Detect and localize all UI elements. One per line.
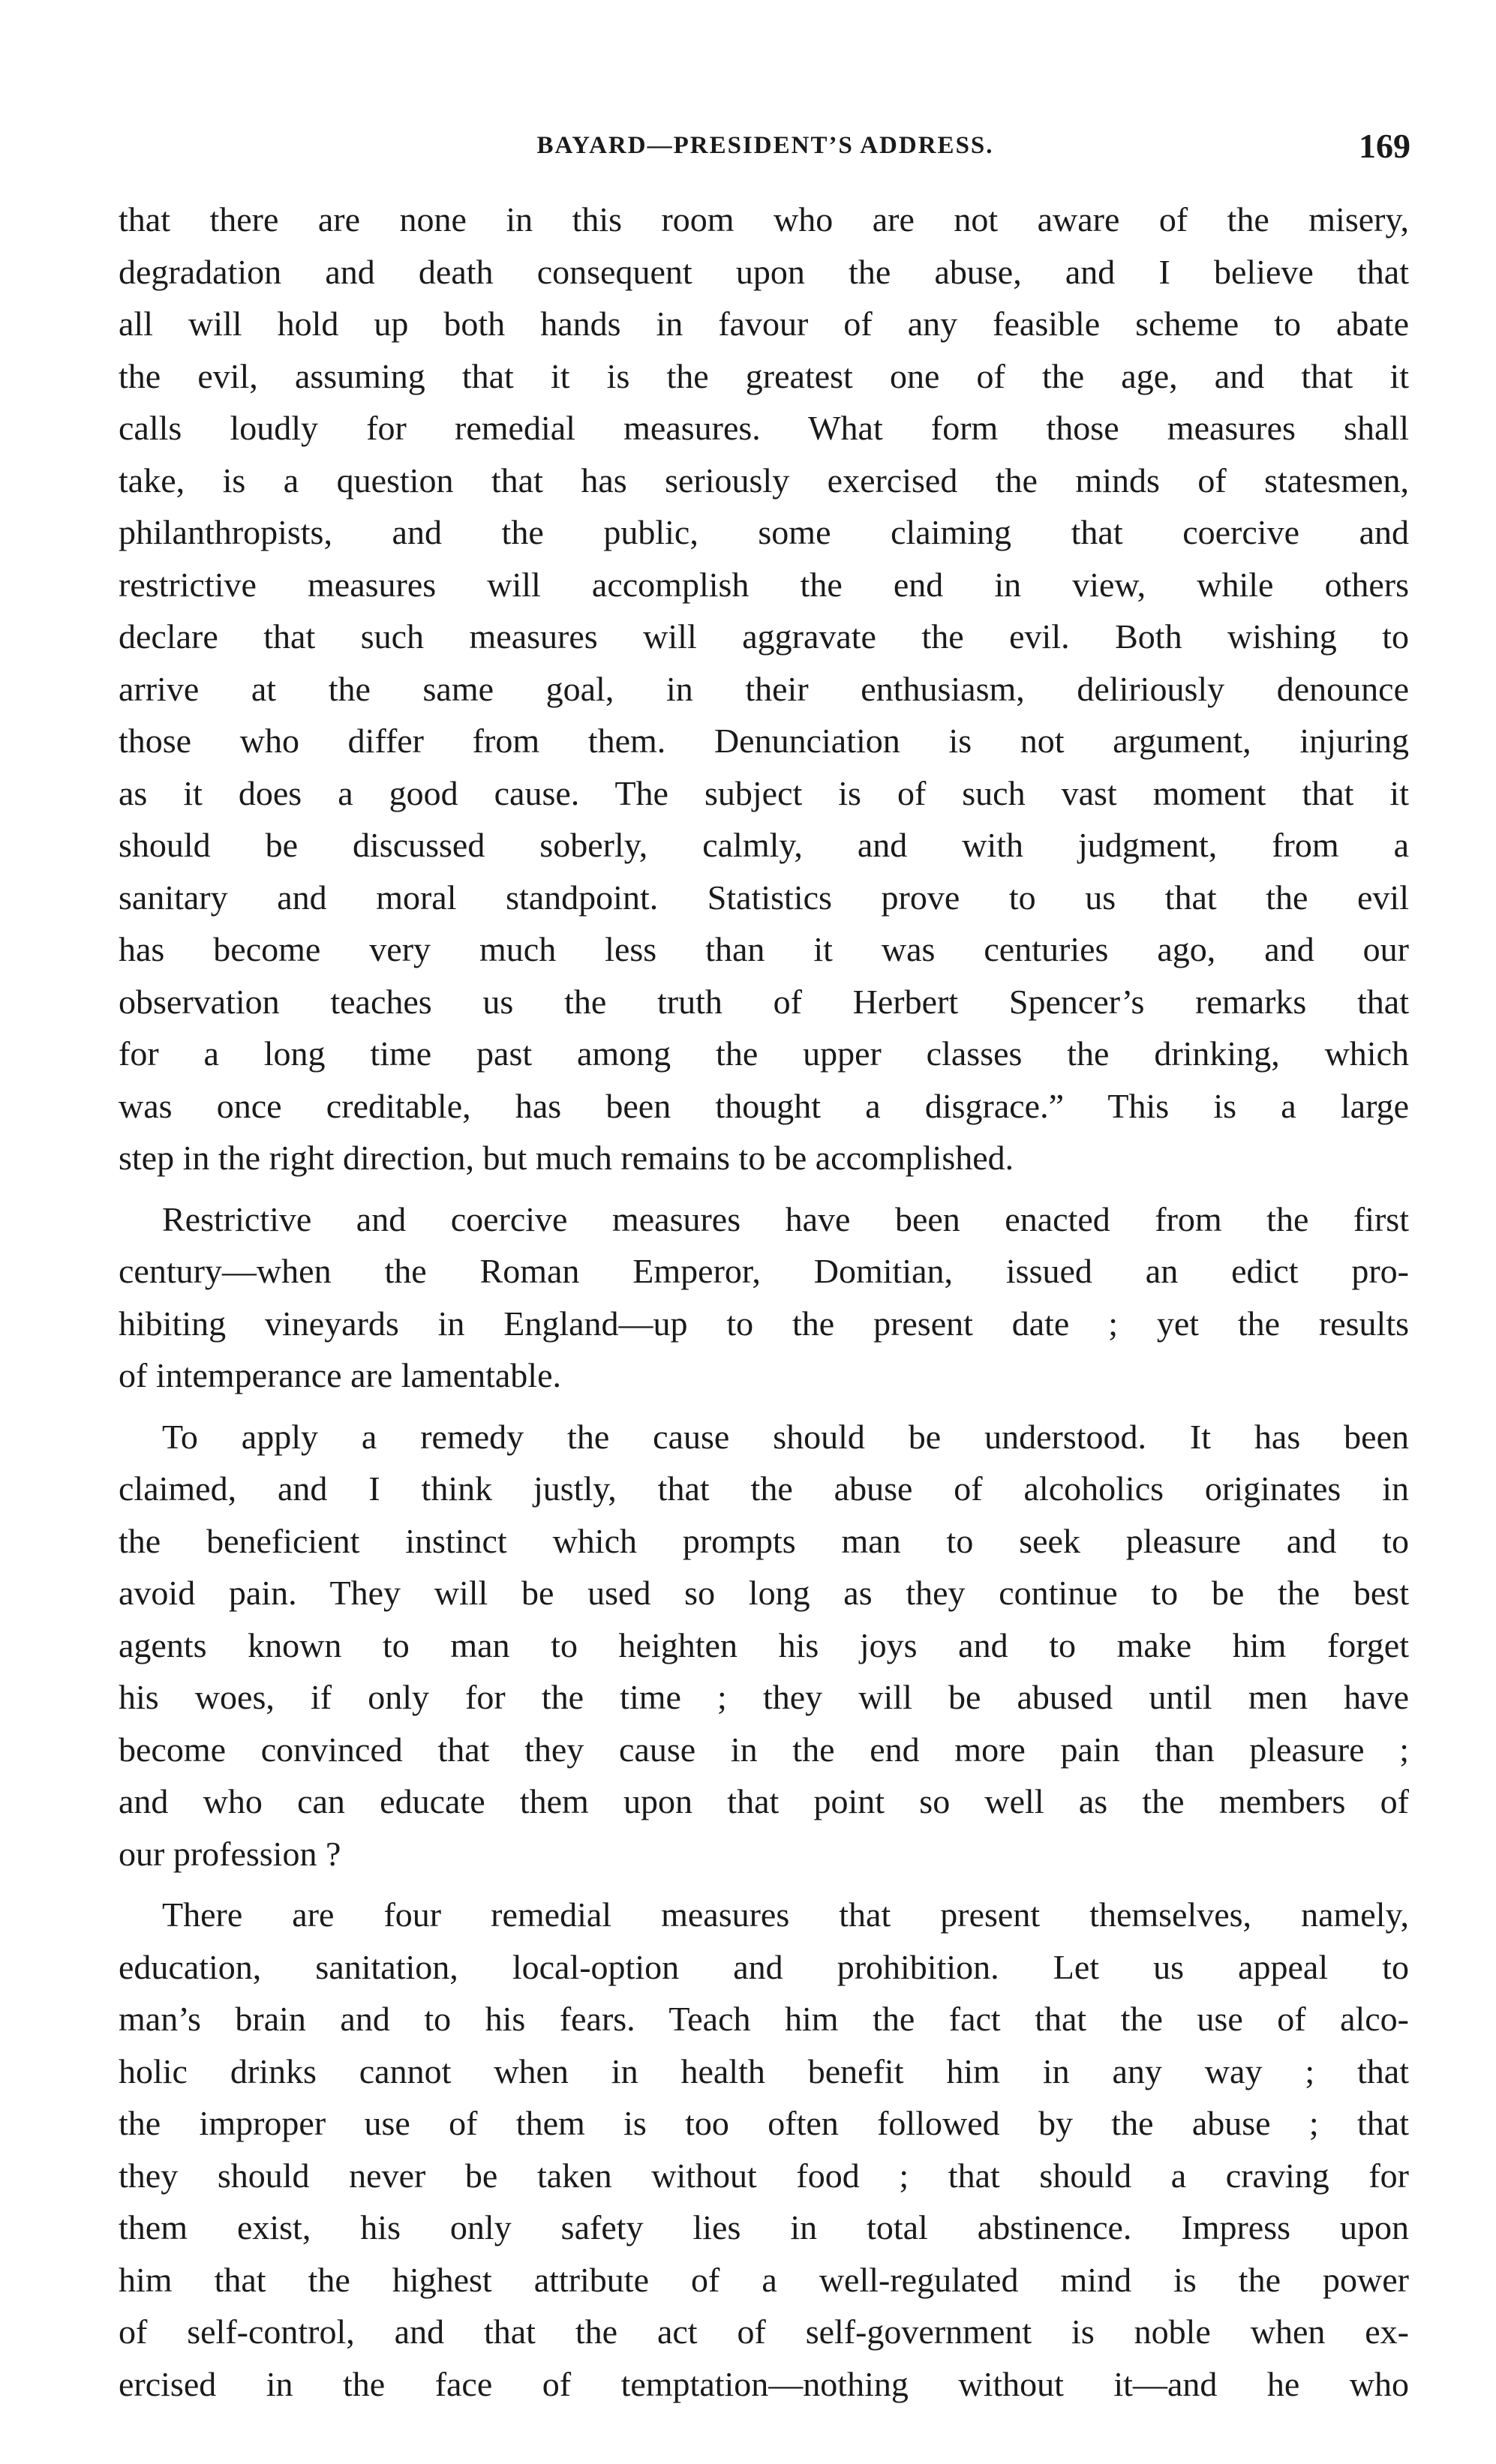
text-line: degradation and death consequent upon the abuse, and I believe that: [119, 252, 1409, 291]
text-line: century—when the Roman Emperor, Domitian, issued an edict pro-: [119, 1252, 1409, 1290]
text-line: those who differ from them. Denunciation is not argument, injuring: [119, 722, 1409, 760]
running-head: [120, 126, 1410, 171]
text-line: the improper use of them is too often followed by the abuse ; that: [119, 2104, 1409, 2142]
text-line: as it does a good cause. The subject is of such vast moment that it: [119, 773, 1409, 812]
text-line: of intemperance are lamentable.: [119, 1356, 562, 1394]
text-line: Restrictive and coercive measures have been enacted from the first: [162, 1199, 1409, 1238]
text-line: all will hold up both hands in favour of any feasible scheme to abate: [119, 305, 1409, 343]
text-line: was once creditable, has been thought a disgrace.” This is a large: [119, 1086, 1409, 1125]
text-line: claimed, and I think justly, that the abuse of alcoholics originates in: [119, 1469, 1409, 1508]
text-line: the evil, assuming that it is the greatest one of the age, and that it: [119, 356, 1409, 395]
text-line: should be discussed soberly, calmly, and with judgment, from a: [119, 826, 1409, 864]
text-line: take, is a question that has seriously exercised the minds of statesmen,: [119, 461, 1409, 500]
text-line: man’s brain and to his fears. Teach him the fact that the use of alco-: [119, 2000, 1409, 2038]
text-line: become convinced that they cause in the end more pain than pleasure ;: [119, 1730, 1409, 1769]
text-line: To apply a remedy the cause should be understood. It has been: [162, 1417, 1409, 1456]
text-line: that there are none in this room who are not aware of the misery,: [119, 200, 1409, 239]
text-line: his woes, if only for the time ; they will be abused until men have: [119, 1678, 1409, 1716]
text-line: the beneficient instinct which prompts man to seek pleasure and to: [119, 1521, 1409, 1560]
text-line: restrictive measures will accomplish the end in view, while others: [119, 565, 1409, 604]
text-line: agents known to man to heighten his joys and to make him forget: [119, 1625, 1409, 1664]
text-line: for a long time past among the upper classes the drinking, which: [119, 1034, 1409, 1073]
text-line: philanthropists, and the public, some claiming that coercive and: [119, 513, 1409, 551]
text-line: education, sanitation, local-option and prohibition. Let us appeal to: [119, 1947, 1409, 1986]
text-line: and who can educate them upon that point so well as the members of: [119, 1782, 1409, 1820]
text-line: him that the highest attribute of a well-regulated mind is the power: [119, 2260, 1409, 2299]
text-line: observation teaches us the truth of Herbert Spencer’s remarks that: [119, 982, 1409, 1021]
paragraph: [119, 1889, 1409, 2410]
text-line: There are four remedial measures that present themselves, namely,: [162, 1895, 1409, 1934]
paragraph: [119, 194, 1409, 1184]
body-text: [119, 194, 1409, 2419]
text-line: has become very much less than it was centuries ago, and our: [119, 930, 1409, 968]
text-line: ercised in the face of temptation—nothing without it—and he who: [119, 2364, 1409, 2403]
text-line: holic drinks cannot when in health benefit him in any way ; that: [119, 2051, 1409, 2090]
text-line: they should never be taken without food ; that should a craving for: [119, 2156, 1409, 2195]
text-line: avoid pain. They will be used so long as they continue to be the best: [119, 1574, 1409, 1612]
text-line: them exist, his only safety lies in total abstinence. Impress upon: [119, 2208, 1409, 2246]
paragraph: [119, 1193, 1409, 1402]
text-line: our profession ?: [119, 1834, 341, 1873]
paragraph: [119, 1411, 1409, 1880]
page-number: 169: [1359, 127, 1410, 165]
running-title: BAYARD—PRESIDENT’S ADDRESS.: [536, 132, 994, 159]
text-line: step in the right direction, but much remains to be accomplished.: [119, 1139, 1014, 1177]
text-line: hibiting vineyards in England—up to the present date ; yet the results: [119, 1304, 1409, 1343]
text-line: calls loudly for remedial measures. What form those measures shall: [119, 409, 1409, 447]
text-line: declare that such measures will aggravate the evil. Both wishing to: [119, 617, 1409, 656]
text-line: of self-control, and that the act of self-government is noble when ex-: [119, 2312, 1409, 2351]
text-line: sanitary and moral standpoint. Statistics prove to us that the evil: [119, 878, 1409, 917]
text-line: arrive at the same goal, in their enthusiasm, deliriously denounce: [119, 669, 1409, 708]
